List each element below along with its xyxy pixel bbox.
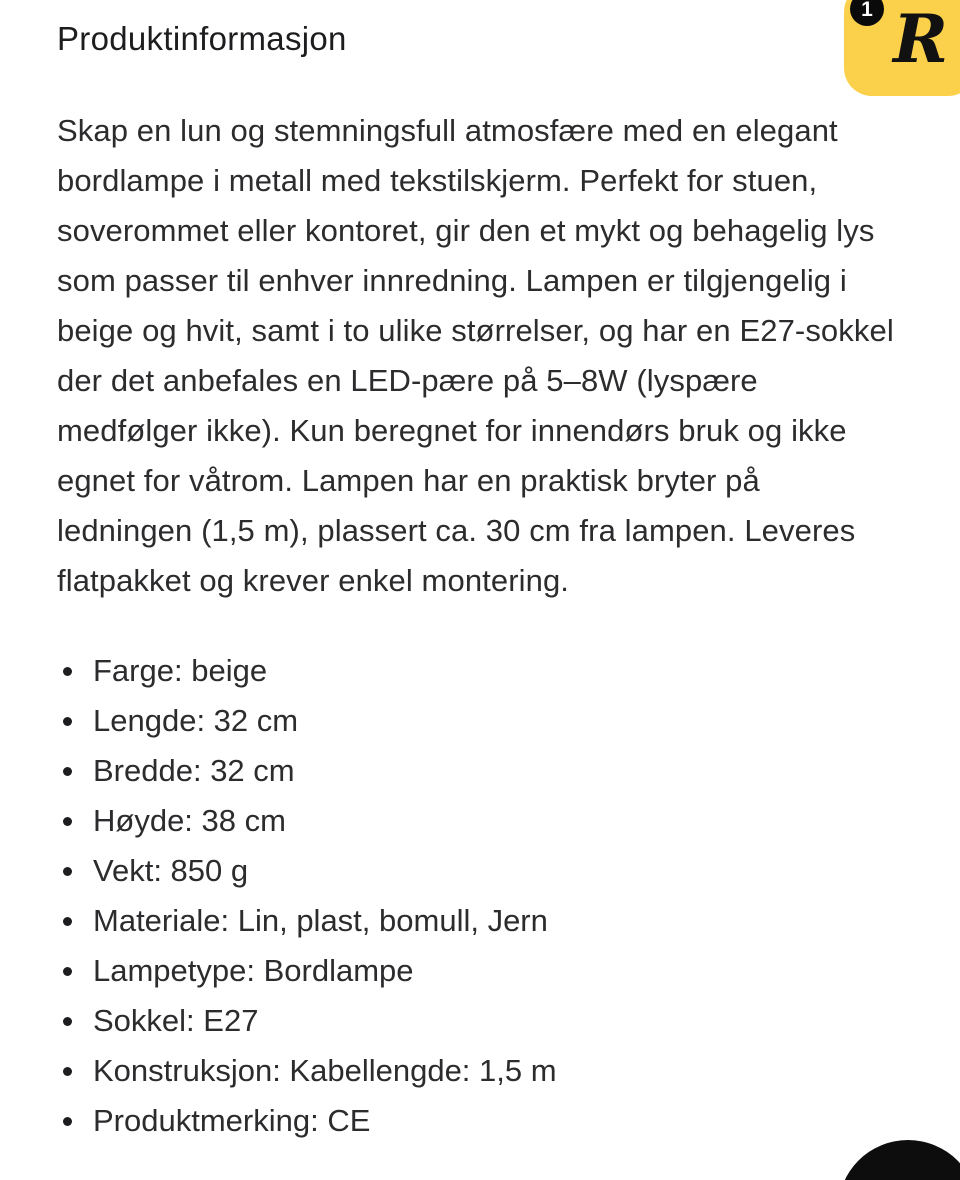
bullet-icon bbox=[63, 717, 72, 726]
spec-item-bredde bbox=[57, 746, 902, 796]
spec-item-lampetype bbox=[57, 946, 902, 996]
spec-item-label: Vekt: 850 g bbox=[93, 853, 249, 888]
brand-r-icon: R bbox=[893, 0, 948, 78]
spec-item-label: Materiale: Lin, plast, bomull, Jern bbox=[93, 903, 548, 938]
brand-logo-button[interactable] bbox=[844, 0, 960, 96]
bullet-icon bbox=[63, 867, 72, 876]
spec-item-label: Sokkel: E27 bbox=[93, 1003, 259, 1038]
page-title: Produktinformasjon bbox=[57, 20, 347, 57]
bullet-icon bbox=[63, 1117, 72, 1126]
spec-item-label: Bredde: 32 cm bbox=[93, 753, 295, 788]
spec-item-sokkel bbox=[57, 996, 902, 1046]
bullet-icon bbox=[63, 967, 72, 976]
spec-item-farge bbox=[57, 646, 902, 696]
notification-badge: 1 bbox=[850, 0, 884, 26]
spec-item-label: Produktmerking: CE bbox=[93, 1103, 371, 1138]
spec-item-lengde bbox=[57, 696, 902, 746]
spec-list bbox=[57, 646, 902, 1146]
spec-item-label: Høyde: 38 cm bbox=[93, 803, 286, 838]
spec-item-label: Farge: beige bbox=[93, 653, 268, 688]
spec-item-konstruksjon bbox=[57, 1046, 902, 1096]
bullet-icon bbox=[63, 917, 72, 926]
spec-item-hoyde bbox=[57, 796, 902, 846]
spec-item-materiale bbox=[57, 896, 902, 946]
bullet-icon bbox=[63, 767, 72, 776]
product-description: Skap en lun og stemningsfull atmosfære med en elegant bordlampe i metall med tekstilskjerm. Perfekt for stuen, soverommet eller kontoret, gir den et mykt og behagelig lys som passer til enhver innredning. Lampen er tilgjengelig i beige og hvit, samt i to ulike størrelser, og har en E27-sokkel der det anbefales en LED-pære på 5–8W (lyspære medfølger ikke). Kun beregnet for innendørs bruk og ikke egnet for våtrom. Lampen har en praktisk bryter på ledningen (1,5 m), plassert ca. 30 cm fra lampen. Leveres flatpakket og krever enkel montering. bbox=[57, 113, 894, 598]
chat-button[interactable] bbox=[838, 1140, 960, 1180]
bullet-icon bbox=[63, 1017, 72, 1026]
spec-item-label: Lengde: 32 cm bbox=[93, 703, 299, 738]
spec-item-produktmerking bbox=[57, 1096, 902, 1146]
spec-item-label: Konstruksjon: Kabellengde: 1,5 m bbox=[93, 1053, 557, 1088]
spec-item-label: Lampetype: Bordlampe bbox=[93, 953, 414, 988]
bullet-icon bbox=[63, 1067, 72, 1076]
spec-item-vekt bbox=[57, 846, 902, 896]
bullet-icon bbox=[63, 817, 72, 826]
bullet-icon bbox=[63, 667, 72, 676]
